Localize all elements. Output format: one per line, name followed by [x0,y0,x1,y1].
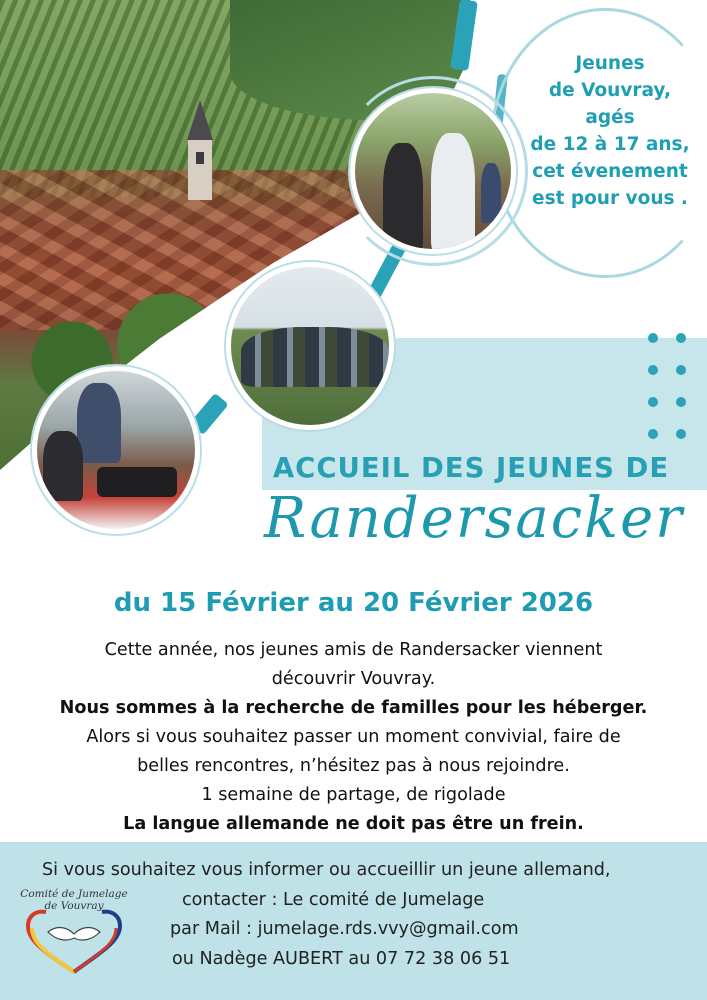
logo-line: Comité de Jumelage [20,888,128,900]
person-figure [43,431,83,501]
dot [648,429,658,439]
body-line: Cette année, nos jeunes amis de Randersacker viennent [104,640,603,660]
body-line-bold: Nous sommes à la recherche de familles pour les héberger. [59,698,648,718]
body-line: belles rencontres, n’hésitez pas à nous rejoindre. [137,756,570,776]
church-tower-icon [183,100,217,200]
contact-phone[interactable]: ou Nadège AUBERT au 07 72 38 06 51 [172,948,511,969]
intro-text [520,50,700,212]
dots-decoration [648,333,692,445]
photo-circle-group [226,262,394,430]
intro-line: de 12 à 17 ans, [530,134,690,155]
intro-line: agés [585,107,635,128]
logo-line: de Vouvray [44,900,104,912]
group-figures [241,327,389,387]
contact-email[interactable]: par Mail : jumelage.rds.vvy@gmail.com [170,919,519,939]
jumelage-logo [18,888,130,974]
dot [648,397,658,407]
handshake-heart-icon [18,888,130,974]
person-figure [431,133,475,253]
title-script: Randersacker [264,486,684,551]
dot [676,429,686,439]
contact-line: Si vous souhaitez vous informer ou accueillir un jeune allemand, [42,860,611,880]
contact-line: contacter : Le comité de Jumelage [182,889,485,910]
photo-circle-cooking [32,366,200,534]
intro-line: cet évenement [532,161,688,182]
body-line: 1 semaine de partage, de rigolade [201,785,506,805]
event-dates: du 15 Février au 20 Février 2026 [113,588,594,618]
body-text [0,636,707,839]
photo-circle-teens [350,88,516,254]
title-line: ACCUEIL DES JEUNES DE [272,452,670,484]
person-figure [383,143,423,253]
intro-line: de Vouvray, [548,80,672,101]
intro-line: est pour vous . [532,188,688,209]
dot [676,397,686,407]
body-line: découvrir Vouvray. [271,669,436,689]
person-figure [481,163,501,223]
person-figure [77,383,121,463]
body-line: Alors si vous souhaitez passer un moment convivial, faire de [86,727,621,747]
table-pans [97,467,177,497]
dot [648,365,658,375]
intro-line: Jeunes [575,53,645,74]
dot [648,333,658,343]
body-line-bold: La langue allemande ne doit pas être un frein. [123,814,584,834]
dot [676,333,686,343]
dot [676,365,686,375]
